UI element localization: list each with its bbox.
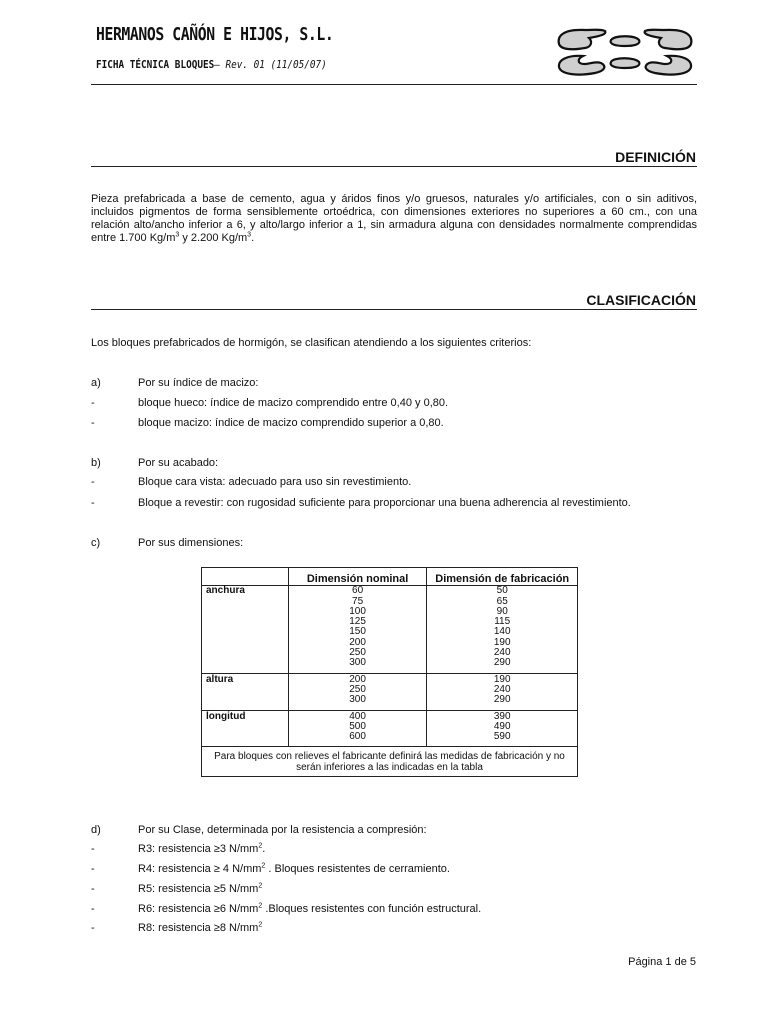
superscript: 2 xyxy=(258,902,263,910)
table-cell: 200 xyxy=(349,636,366,648)
resistance-text: R6: resistencia ≥6 N/mm xyxy=(138,903,259,915)
table-row xyxy=(202,586,578,673)
list-dash: - xyxy=(91,497,95,509)
table-cell: 115 xyxy=(494,616,511,628)
section-title-definicion: DEFINICIÓN xyxy=(615,149,696,165)
list-dash: - xyxy=(91,843,95,855)
superscript: 2 xyxy=(261,862,266,870)
table-note: Para bloques con relieves el fabricante definirá las medidas de fabricación y no serán inferiores a las indicadas en la tabla xyxy=(202,747,578,777)
clasificacion-divider xyxy=(91,309,697,310)
table-header-cell xyxy=(202,568,289,586)
criterion-heading-a: Por su índice de macizo: xyxy=(138,377,259,389)
list-dash: - xyxy=(91,922,95,934)
list-marker-d: d) xyxy=(91,824,101,836)
table-cell: 90 xyxy=(496,605,508,617)
list-item xyxy=(138,863,450,875)
table-cell: 490 xyxy=(493,720,511,732)
table-row xyxy=(202,710,578,747)
clasificacion-intro: Los bloques prefabricados de hormigón, se clasifican atendiendo a los siguientes criterios: xyxy=(91,337,532,349)
resistance-text: R4: resistencia ≥ 4 N/mm xyxy=(138,863,262,875)
definicion-paragraph xyxy=(91,193,697,245)
table-cell: 250 xyxy=(349,683,366,695)
resistance-text: R8: resistencia ≥8 N/mm xyxy=(138,922,259,934)
fabricacion-values xyxy=(427,586,578,673)
document-subtitle xyxy=(96,58,327,71)
table-cell: 240 xyxy=(493,683,511,695)
criterion-heading-d: Por su Clase, determinada por la resistencia a compresión: xyxy=(138,824,427,836)
table-cell: 150 xyxy=(349,626,366,638)
table-cell: 300 xyxy=(349,657,366,669)
list-item xyxy=(138,922,262,934)
table-cell: 190 xyxy=(493,636,511,648)
resistance-text: R5: resistencia ≥5 N/mm xyxy=(138,883,259,895)
list-marker-c: c) xyxy=(91,537,101,549)
list-dash: - xyxy=(91,863,95,875)
resistance-text: . xyxy=(262,843,266,855)
list-dash: - xyxy=(91,903,95,915)
list-item: Bloque a revestir: con rugosidad suficiente para proporcionar una buena adherencia al revestimiento. xyxy=(138,497,631,509)
row-label: altura xyxy=(202,673,289,710)
table-cell: 300 xyxy=(349,694,366,706)
list-dash: - xyxy=(91,397,95,409)
table-cell: 390 xyxy=(493,710,511,722)
list-item: Bloque cara vista: adecuado para uso sin revestimiento. xyxy=(138,476,412,488)
superscript: 2 xyxy=(258,882,263,890)
table-cell: 50 xyxy=(496,585,508,597)
table-cell: 60 xyxy=(352,585,364,597)
table-row xyxy=(202,673,578,710)
dimensions-table xyxy=(201,567,578,777)
table-cell: 240 xyxy=(493,647,511,659)
list-item xyxy=(138,903,481,915)
list-item: bloque hueco: índice de macizo comprendido entre 0,40 y 0,80. xyxy=(138,397,449,409)
criterion-heading-b: Por su acabado: xyxy=(138,457,219,469)
resistance-text: .Bloques resistentes con función estructural. xyxy=(262,903,482,915)
company-logo-icon xyxy=(555,26,695,78)
list-item xyxy=(138,883,262,895)
resistance-text: R3: resistencia ≥3 N/mm xyxy=(138,843,259,855)
table-cell: 590 xyxy=(493,731,511,743)
fabricacion-values xyxy=(427,710,578,747)
table-cell: 200 xyxy=(349,673,366,685)
table-header-cell: Dimensión nominal xyxy=(288,568,427,586)
section-title-clasificacion: CLASIFICACIÓN xyxy=(586,292,696,308)
definicion-text: . xyxy=(251,232,255,244)
nominal-values xyxy=(288,673,427,710)
list-dash: - xyxy=(91,476,95,488)
table-cell: 290 xyxy=(493,657,511,669)
row-label: longitud xyxy=(202,710,289,747)
list-marker-b: b) xyxy=(91,457,101,469)
superscript: 3 xyxy=(175,231,180,239)
list-marker-a: a) xyxy=(91,377,101,389)
table-header-cell: Dimensión de fabricación xyxy=(427,568,578,586)
fabricacion-values xyxy=(427,673,578,710)
criterion-heading-c: Por sus dimensiones: xyxy=(138,537,244,549)
table-cell: 400 xyxy=(349,710,366,722)
table-header-row xyxy=(202,568,578,586)
table-cell: 600 xyxy=(349,731,366,743)
nominal-values xyxy=(288,586,427,673)
table-note-row xyxy=(202,747,578,777)
table-cell: 65 xyxy=(496,595,508,607)
page-number: Página 1 de 5 xyxy=(628,956,696,968)
table-cell: 500 xyxy=(349,720,366,732)
table-cell: 190 xyxy=(493,673,511,685)
row-label: anchura xyxy=(202,586,289,673)
table-cell: 140 xyxy=(493,626,511,638)
header-divider xyxy=(91,84,697,85)
table-cell: 250 xyxy=(349,647,366,659)
table-cell: 125 xyxy=(349,616,366,628)
subtitle-bold: FICHA TÉCNICA BLOQUES xyxy=(96,58,215,71)
definicion-divider xyxy=(91,166,697,167)
company-name: HERMANOS CAÑÓN E HIJOS, S.L. xyxy=(96,24,334,45)
list-item: bloque macizo: índice de macizo comprendido superior a 0,80. xyxy=(138,417,444,429)
table-cell: 75 xyxy=(352,595,364,607)
resistance-text: . Bloques resistentes de cerramiento. xyxy=(265,863,450,875)
definicion-text: Pieza prefabricada a base de cemento, agua y áridos finos y/o gruesos, naturales y/o artificiales, con o sin aditivos, incluidos pigmentos de forma sensiblemente ortoédrica, con dimensiones exteriores no superiores a 60 cm., con una relación alto/ancho inferior a 6, y alto/largo inferior a 1, sin armadura alguna con densidades normalmente comprendidas entre 1.700 Kg/m xyxy=(91,193,697,244)
list-item xyxy=(138,843,265,855)
list-dash: - xyxy=(91,883,95,895)
superscript: 2 xyxy=(258,842,263,850)
subtitle-revision: – Rev. 01 (11/05/07) xyxy=(214,58,327,71)
list-dash: - xyxy=(91,417,95,429)
table-cell: 290 xyxy=(493,694,511,706)
nominal-values xyxy=(288,710,427,747)
superscript: 3 xyxy=(247,231,252,239)
superscript: 2 xyxy=(258,921,263,929)
definicion-text: y 2.200 Kg/m xyxy=(179,232,248,244)
table-cell: 100 xyxy=(349,605,366,617)
